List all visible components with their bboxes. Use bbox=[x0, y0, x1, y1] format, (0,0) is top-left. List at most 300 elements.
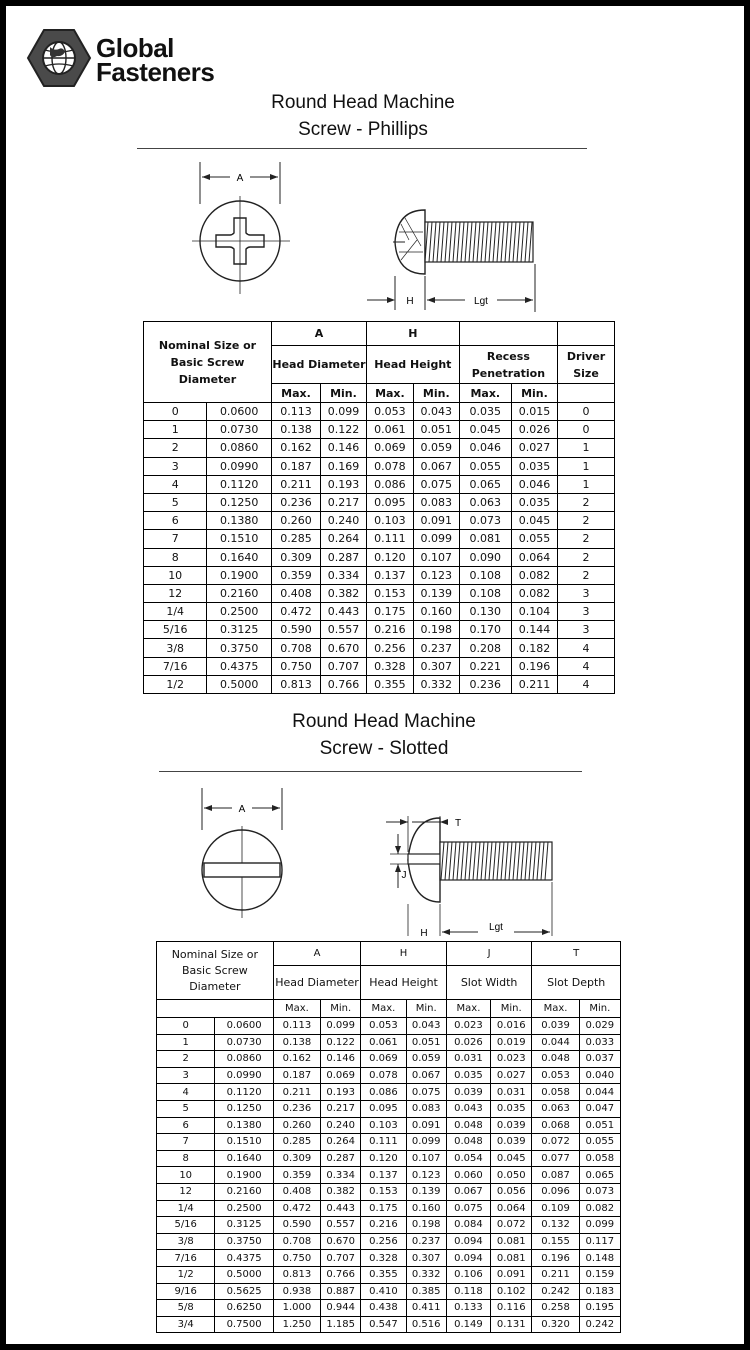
phillips-table-row bbox=[144, 603, 615, 621]
phillips-table-cell: 0.287 bbox=[320, 548, 366, 566]
phillips-table-cell: 0.108 bbox=[459, 566, 511, 584]
slotted-table-row bbox=[157, 1200, 621, 1217]
slotted-table-row bbox=[157, 1134, 621, 1151]
recess-penetration-header: Recess Penetration bbox=[459, 346, 557, 384]
slotted-table-cell: 0.237 bbox=[406, 1233, 446, 1250]
slotted-table-cell: 0.099 bbox=[406, 1134, 446, 1151]
slotted-table-cell: 0.750 bbox=[273, 1250, 320, 1267]
slotted-table-cell: 0.3750 bbox=[215, 1233, 273, 1250]
phillips-table-cell: 0.237 bbox=[413, 639, 459, 657]
slotted-table-cell: 0.590 bbox=[273, 1217, 320, 1234]
phillips-table-cell: 0.138 bbox=[271, 421, 320, 439]
slotted-table-cell: 0.055 bbox=[579, 1134, 620, 1151]
phillips-table-cell: 0.027 bbox=[511, 439, 557, 457]
slotted-table-cell: 0.051 bbox=[406, 1034, 446, 1051]
phillips-table-row bbox=[144, 584, 615, 602]
slotted-table-cell: 0.944 bbox=[321, 1300, 361, 1317]
slotted-table-cell: 0.195 bbox=[579, 1300, 620, 1317]
phillips-table-cell: 0.4375 bbox=[207, 657, 272, 675]
slotted-table-cell: 0.309 bbox=[273, 1150, 320, 1167]
slotted-table-cell: 5 bbox=[157, 1100, 215, 1117]
phillips-dimensions-table bbox=[143, 321, 615, 694]
slotted-table-cell: 0.408 bbox=[273, 1183, 320, 1200]
slotted-table-cell: 1.000 bbox=[273, 1300, 320, 1317]
phillips-table-cell: 0.026 bbox=[511, 421, 557, 439]
phillips-table-cell: 0.078 bbox=[366, 457, 413, 475]
phillips-table-cell: 4 bbox=[558, 639, 615, 657]
phillips-table-cell: 0.082 bbox=[511, 584, 557, 602]
phillips-table-cell: 0.332 bbox=[413, 675, 459, 693]
phillips-table-cell: 0.061 bbox=[366, 421, 413, 439]
slotted-dimensions-table bbox=[156, 941, 621, 1333]
phillips-table-row bbox=[144, 657, 615, 675]
phillips-table-cell: 0.139 bbox=[413, 584, 459, 602]
slotted-table-cell: 3/8 bbox=[157, 1233, 215, 1250]
slotted-table-cell: 0.0990 bbox=[215, 1067, 273, 1084]
slotted-head-diameter-min-header: Min. bbox=[321, 1000, 361, 1018]
slotted-table-cell: 0.029 bbox=[579, 1018, 620, 1035]
slotted-title-line1: Round Head Machine bbox=[292, 711, 476, 732]
slotted-table-cell: 12 bbox=[157, 1183, 215, 1200]
slotted-table-cell: 0.287 bbox=[321, 1150, 361, 1167]
slotted-table-cell: 0.6250 bbox=[215, 1300, 273, 1317]
head-diameter-min-header: Min. bbox=[320, 384, 366, 403]
slotted-table-cell: 0.091 bbox=[491, 1266, 532, 1283]
slotted-table-cell: 0.048 bbox=[446, 1117, 490, 1134]
slotted-table-cell: 0.043 bbox=[446, 1100, 490, 1117]
phillips-table-cell: 0.063 bbox=[459, 493, 511, 511]
slotted-table-cell: 0.1510 bbox=[215, 1134, 273, 1151]
slotted-table-cell: 0.359 bbox=[273, 1167, 320, 1184]
slotted-table-cell: 4 bbox=[157, 1084, 215, 1101]
phillips-table-cell: 0.120 bbox=[366, 548, 413, 566]
slotted-table-cell: 0.193 bbox=[321, 1084, 361, 1101]
slotted-table-cell: 0.938 bbox=[273, 1283, 320, 1300]
phillips-table-cell: 0.2500 bbox=[207, 603, 272, 621]
driver-blank-header bbox=[558, 322, 615, 346]
phillips-table-cell: 0.1900 bbox=[207, 566, 272, 584]
phillips-table-cell: 0.123 bbox=[413, 566, 459, 584]
slotted-table-row bbox=[157, 1067, 621, 1084]
phillips-table-cell: 0.015 bbox=[511, 403, 557, 421]
slotted-col-j-header: J bbox=[446, 942, 532, 966]
phillips-table-cell: 0.075 bbox=[413, 475, 459, 493]
phillips-table-cell: 3 bbox=[558, 621, 615, 639]
slotted-table-cell: 0.2500 bbox=[215, 1200, 273, 1217]
slotted-table-cell: 0.064 bbox=[491, 1200, 532, 1217]
slotted-table-cell: 0.040 bbox=[579, 1067, 620, 1084]
slotted-table-cell: 0.084 bbox=[446, 1217, 490, 1234]
phillips-table-cell: 0 bbox=[558, 403, 615, 421]
slotted-table-cell: 0 bbox=[157, 1018, 215, 1035]
phillips-table-cell: 3 bbox=[558, 584, 615, 602]
slotted-table-cell: 0.107 bbox=[406, 1150, 446, 1167]
slotted-table-cell: 0.050 bbox=[491, 1167, 532, 1184]
slotted-table-cell: 0.118 bbox=[446, 1283, 490, 1300]
slotted-table-cell: 0.708 bbox=[273, 1233, 320, 1250]
slotted-table-cell: 0.044 bbox=[532, 1034, 579, 1051]
slotted-table-cell: 0.258 bbox=[532, 1300, 579, 1317]
slotted-table-cell: 0.5625 bbox=[215, 1283, 273, 1300]
slotted-table-cell: 0.0860 bbox=[215, 1051, 273, 1068]
phillips-table-cell: 0.067 bbox=[413, 457, 459, 475]
phillips-table-cell: 1 bbox=[144, 421, 207, 439]
phillips-table-cell: 0.5000 bbox=[207, 675, 272, 693]
slotted-table-row bbox=[157, 1167, 621, 1184]
phillips-table-cell: 2 bbox=[558, 493, 615, 511]
slotted-table-cell: 3/4 bbox=[157, 1316, 215, 1333]
phillips-table-cell: 0.236 bbox=[459, 675, 511, 693]
phillips-table-cell: 2 bbox=[558, 548, 615, 566]
slotted-slot-depth-header: Slot Depth bbox=[532, 966, 621, 1000]
slotted-table-cell: 0.438 bbox=[361, 1300, 406, 1317]
phillips-table-cell: 0.099 bbox=[320, 403, 366, 421]
phillips-table-cell: 0.082 bbox=[511, 566, 557, 584]
slotted-title-rule bbox=[159, 771, 582, 772]
slotted-table-row bbox=[157, 1217, 621, 1234]
slotted-table-cell: 1/2 bbox=[157, 1266, 215, 1283]
phillips-title-rule bbox=[137, 148, 587, 149]
phillips-table-cell: 3 bbox=[144, 457, 207, 475]
slotted-slot-width-max-header: Max. bbox=[446, 1000, 490, 1018]
slotted-table-cell: 0.044 bbox=[579, 1084, 620, 1101]
phillips-table-cell: 2 bbox=[558, 530, 615, 548]
head-height-max-header: Max. bbox=[366, 384, 413, 403]
slotted-table-cell: 0.048 bbox=[532, 1051, 579, 1068]
slotted-table-cell: 0.137 bbox=[361, 1167, 406, 1184]
slotted-side-dim-j-label: J bbox=[401, 870, 407, 881]
globe-logo-icon bbox=[26, 28, 92, 88]
slotted-table-cell: 0.2160 bbox=[215, 1183, 273, 1200]
slotted-head-height-header: Head Height bbox=[361, 966, 447, 1000]
driver-subheader-blank bbox=[558, 384, 615, 403]
slotted-table-cell: 0.037 bbox=[579, 1051, 620, 1068]
slotted-table-cell: 0.087 bbox=[532, 1167, 579, 1184]
phillips-table-cell: 0.0600 bbox=[207, 403, 272, 421]
slotted-table-cell: 0.175 bbox=[361, 1200, 406, 1217]
phillips-table-cell: 0.328 bbox=[366, 657, 413, 675]
phillips-table-cell: 5 bbox=[144, 493, 207, 511]
phillips-table-cell: 0.236 bbox=[271, 493, 320, 511]
slotted-table-cell: 3 bbox=[157, 1067, 215, 1084]
head-height-header: Head Height bbox=[366, 346, 459, 384]
slotted-table-cell: 0.122 bbox=[321, 1034, 361, 1051]
phillips-table-row bbox=[144, 493, 615, 511]
slotted-table-cell: 0.138 bbox=[273, 1034, 320, 1051]
phillips-table-cell: 10 bbox=[144, 566, 207, 584]
slotted-table-cell: 0.053 bbox=[361, 1018, 406, 1035]
slotted-table-cell: 0.099 bbox=[579, 1217, 620, 1234]
slotted-table-row bbox=[157, 1300, 621, 1317]
phillips-table-cell: 0.055 bbox=[459, 457, 511, 475]
phillips-table-cell: 0.064 bbox=[511, 548, 557, 566]
slotted-table-cell: 0.060 bbox=[446, 1167, 490, 1184]
phillips-table-cell: 0.175 bbox=[366, 603, 413, 621]
phillips-table-cell: 0.182 bbox=[511, 639, 557, 657]
driver-size-header: Driver Size bbox=[558, 346, 615, 384]
phillips-table-cell: 0.099 bbox=[413, 530, 459, 548]
slotted-table-cell: 0.5000 bbox=[215, 1266, 273, 1283]
slotted-table-cell: 0.061 bbox=[361, 1034, 406, 1051]
slotted-table-cell: 0.285 bbox=[273, 1134, 320, 1151]
slotted-table-cell: 0.120 bbox=[361, 1150, 406, 1167]
phillips-table-cell: 0.766 bbox=[320, 675, 366, 693]
phillips-table-cell: 2 bbox=[144, 439, 207, 457]
phillips-table-cell: 0.035 bbox=[511, 457, 557, 475]
slotted-table-cell: 0.4375 bbox=[215, 1250, 273, 1267]
phillips-table-cell: 0.307 bbox=[413, 657, 459, 675]
slotted-table-cell: 0.059 bbox=[406, 1051, 446, 1068]
phillips-table-body bbox=[144, 403, 615, 694]
slotted-table-cell: 0.187 bbox=[273, 1067, 320, 1084]
slotted-table-cell: 0.242 bbox=[579, 1316, 620, 1333]
slotted-table-cell: 0.048 bbox=[446, 1134, 490, 1151]
slotted-table-cell: 0.106 bbox=[446, 1266, 490, 1283]
phillips-table-cell: 0.217 bbox=[320, 493, 366, 511]
slotted-table-cell: 5/16 bbox=[157, 1217, 215, 1234]
phillips-table-row bbox=[144, 439, 615, 457]
slotted-table-cell: 0.132 bbox=[532, 1217, 579, 1234]
slotted-slot-depth-max-header: Max. bbox=[532, 1000, 579, 1018]
head-height-min-header: Min. bbox=[413, 384, 459, 403]
slotted-table-cell: 0.056 bbox=[491, 1183, 532, 1200]
slotted-table-cell: 0.083 bbox=[406, 1100, 446, 1117]
slotted-table-cell: 0.063 bbox=[532, 1100, 579, 1117]
phillips-table-cell: 0.221 bbox=[459, 657, 511, 675]
slotted-table-cell: 0.1120 bbox=[215, 1084, 273, 1101]
slotted-table-cell: 9/16 bbox=[157, 1283, 215, 1300]
phillips-table-cell: 0.146 bbox=[320, 439, 366, 457]
slotted-slot-depth-min-header: Min. bbox=[579, 1000, 620, 1018]
phillips-table-cell: 0.211 bbox=[511, 675, 557, 693]
slotted-table-cell: 0.031 bbox=[491, 1084, 532, 1101]
slotted-table-cell: 5/8 bbox=[157, 1300, 215, 1317]
slotted-table-cell: 0.196 bbox=[532, 1250, 579, 1267]
phillips-table-cell: 0 bbox=[558, 421, 615, 439]
slotted-table-cell: 0.058 bbox=[532, 1084, 579, 1101]
slotted-screw-side-view-diagram bbox=[378, 812, 558, 940]
slotted-table-cell: 0.081 bbox=[491, 1250, 532, 1267]
slotted-table-cell: 0.109 bbox=[532, 1200, 579, 1217]
slotted-table-cell: 0.067 bbox=[406, 1067, 446, 1084]
slotted-table-cell: 0.113 bbox=[273, 1018, 320, 1035]
phillips-table-cell: 0.334 bbox=[320, 566, 366, 584]
phillips-table-row bbox=[144, 566, 615, 584]
phillips-table-cell: 7 bbox=[144, 530, 207, 548]
slotted-table-cell: 0.149 bbox=[446, 1316, 490, 1333]
phillips-table-cell: 0.256 bbox=[366, 639, 413, 657]
phillips-top-dim-a-label: A bbox=[236, 173, 244, 184]
phillips-table-cell: 0.443 bbox=[320, 603, 366, 621]
slotted-table-cell: 0.068 bbox=[532, 1117, 579, 1134]
slotted-table-cell: 0.670 bbox=[321, 1233, 361, 1250]
phillips-table-cell: 0.708 bbox=[271, 639, 320, 657]
slotted-table-cell: 7 bbox=[157, 1134, 215, 1151]
slotted-table-cell: 0.117 bbox=[579, 1233, 620, 1250]
slotted-table-row bbox=[157, 1051, 621, 1068]
phillips-table-cell: 0.046 bbox=[511, 475, 557, 493]
slotted-table-cell: 0.039 bbox=[446, 1084, 490, 1101]
phillips-table-cell: 0.104 bbox=[511, 603, 557, 621]
phillips-table-cell: 0.108 bbox=[459, 584, 511, 602]
slotted-table-cell: 1.250 bbox=[273, 1316, 320, 1333]
slotted-side-dim-h-label: H bbox=[420, 928, 428, 939]
phillips-table-row bbox=[144, 421, 615, 439]
phillips-table-cell: 0.707 bbox=[320, 657, 366, 675]
slotted-subheader-blank bbox=[157, 1000, 274, 1018]
phillips-table-cell: 0.240 bbox=[320, 512, 366, 530]
phillips-title-line2: Screw - Phillips bbox=[298, 119, 428, 140]
head-diameter-max-header: Max. bbox=[271, 384, 320, 403]
phillips-table-cell: 1 bbox=[558, 475, 615, 493]
slotted-nominal-size-header: Nominal Size or Basic Screw Diameter bbox=[157, 942, 274, 1000]
phillips-table-cell: 0.264 bbox=[320, 530, 366, 548]
slotted-table-cell: 0.039 bbox=[491, 1134, 532, 1151]
phillips-table-cell: 2 bbox=[558, 512, 615, 530]
slotted-table-cell: 0.081 bbox=[491, 1233, 532, 1250]
slotted-table-cell: 0.160 bbox=[406, 1200, 446, 1217]
slotted-table-cell: 0.039 bbox=[491, 1117, 532, 1134]
slotted-table-cell: 10 bbox=[157, 1167, 215, 1184]
slotted-table-cell: 0.183 bbox=[579, 1283, 620, 1300]
slotted-table-cell: 1/4 bbox=[157, 1200, 215, 1217]
recess-min-header: Min. bbox=[511, 384, 557, 403]
slotted-table-cell: 0.073 bbox=[579, 1183, 620, 1200]
slotted-table-cell: 0.146 bbox=[321, 1051, 361, 1068]
phillips-table-cell: 0.144 bbox=[511, 621, 557, 639]
slotted-title-line2: Screw - Slotted bbox=[319, 738, 449, 759]
phillips-table-cell: 0.750 bbox=[271, 657, 320, 675]
slotted-table-cell: 0.086 bbox=[361, 1084, 406, 1101]
slotted-table-cell: 0.031 bbox=[446, 1051, 490, 1068]
slotted-table-cell: 0.7500 bbox=[215, 1316, 273, 1333]
slotted-table-cell: 0.058 bbox=[579, 1150, 620, 1167]
phillips-table-cell: 12 bbox=[144, 584, 207, 602]
phillips-table-cell: 0.051 bbox=[413, 421, 459, 439]
phillips-table-cell: 0.162 bbox=[271, 439, 320, 457]
slotted-table-cell: 0.813 bbox=[273, 1266, 320, 1283]
slotted-table-cell: 0.3125 bbox=[215, 1217, 273, 1234]
col-a-header: A bbox=[271, 322, 366, 346]
phillips-table-row bbox=[144, 403, 615, 421]
slotted-table-cell: 0.211 bbox=[532, 1266, 579, 1283]
phillips-table-cell: 0 bbox=[144, 403, 207, 421]
slotted-table-cell: 0.0600 bbox=[215, 1018, 273, 1035]
slotted-table-cell: 0.162 bbox=[273, 1051, 320, 1068]
phillips-table-cell: 0.045 bbox=[511, 512, 557, 530]
phillips-table-cell: 1 bbox=[558, 439, 615, 457]
phillips-table-cell: 8 bbox=[144, 548, 207, 566]
phillips-table-cell: 7/16 bbox=[144, 657, 207, 675]
slotted-table-cell: 0.198 bbox=[406, 1217, 446, 1234]
slotted-table-cell: 0.1250 bbox=[215, 1100, 273, 1117]
phillips-table-cell: 0.285 bbox=[271, 530, 320, 548]
slotted-table-cell: 0.091 bbox=[406, 1117, 446, 1134]
slotted-table-cell: 0.043 bbox=[406, 1018, 446, 1035]
phillips-table-cell: 0.153 bbox=[366, 584, 413, 602]
slotted-table-row bbox=[157, 1250, 621, 1267]
phillips-table-cell: 0.053 bbox=[366, 403, 413, 421]
phillips-table-cell: 0.1380 bbox=[207, 512, 272, 530]
phillips-table-cell: 0.035 bbox=[511, 493, 557, 511]
phillips-table-cell: 0.091 bbox=[413, 512, 459, 530]
slotted-table-cell: 0.069 bbox=[321, 1067, 361, 1084]
phillips-table-cell: 0.2160 bbox=[207, 584, 272, 602]
slotted-table-cell: 0.045 bbox=[491, 1150, 532, 1167]
recess-max-header: Max. bbox=[459, 384, 511, 403]
phillips-table-cell: 0.408 bbox=[271, 584, 320, 602]
slotted-table-cell: 0.123 bbox=[406, 1167, 446, 1184]
col-h-header: H bbox=[366, 322, 459, 346]
slotted-table-cell: 1.185 bbox=[321, 1316, 361, 1333]
slotted-head-height-max-header: Max. bbox=[361, 1000, 406, 1018]
slotted-table-row bbox=[157, 1283, 621, 1300]
slotted-head-diameter-header: Head Diameter bbox=[273, 966, 361, 1000]
slotted-table-cell: 0.148 bbox=[579, 1250, 620, 1267]
slotted-table-cell: 0.260 bbox=[273, 1117, 320, 1134]
slotted-slot-width-min-header: Min. bbox=[491, 1000, 532, 1018]
phillips-table-cell: 0.046 bbox=[459, 439, 511, 457]
phillips-table-cell: 3 bbox=[558, 603, 615, 621]
phillips-table-cell: 4 bbox=[558, 657, 615, 675]
slotted-table-cell: 0.026 bbox=[446, 1034, 490, 1051]
phillips-table-cell: 0.095 bbox=[366, 493, 413, 511]
slotted-head-diameter-max-header: Max. bbox=[273, 1000, 320, 1018]
slotted-table-cell: 0.1640 bbox=[215, 1150, 273, 1167]
phillips-table-cell: 0.260 bbox=[271, 512, 320, 530]
phillips-table-cell: 0.0730 bbox=[207, 421, 272, 439]
phillips-table-cell: 0.069 bbox=[366, 439, 413, 457]
slotted-table-row bbox=[157, 1150, 621, 1167]
slotted-table-row bbox=[157, 1084, 621, 1101]
phillips-table-cell: 0.670 bbox=[320, 639, 366, 657]
phillips-table-cell: 0.081 bbox=[459, 530, 511, 548]
slotted-table-cell: 0.035 bbox=[446, 1067, 490, 1084]
phillips-table-cell: 0.309 bbox=[271, 548, 320, 566]
phillips-table-cell: 0.055 bbox=[511, 530, 557, 548]
slotted-table-cell: 0.019 bbox=[491, 1034, 532, 1051]
phillips-table-cell: 0.557 bbox=[320, 621, 366, 639]
phillips-table-cell: 0.113 bbox=[271, 403, 320, 421]
slotted-table-cell: 0.131 bbox=[491, 1316, 532, 1333]
brand-name-line2: Fasteners bbox=[96, 57, 215, 87]
phillips-table-cell: 0.090 bbox=[459, 548, 511, 566]
slotted-table-cell: 0.116 bbox=[491, 1300, 532, 1317]
slotted-table-cell: 0.547 bbox=[361, 1316, 406, 1333]
phillips-table-row bbox=[144, 548, 615, 566]
phillips-table-cell: 0.107 bbox=[413, 548, 459, 566]
head-diameter-header: Head Diameter bbox=[271, 346, 366, 384]
slotted-table-cell: 0.1900 bbox=[215, 1167, 273, 1184]
phillips-table-cell: 0.187 bbox=[271, 457, 320, 475]
phillips-table-cell: 0.111 bbox=[366, 530, 413, 548]
phillips-table-row bbox=[144, 530, 615, 548]
slotted-table-cell: 0.211 bbox=[273, 1084, 320, 1101]
slotted-table-cell: 0.766 bbox=[321, 1266, 361, 1283]
slotted-table-cell: 0.320 bbox=[532, 1316, 579, 1333]
phillips-table-cell: 1/4 bbox=[144, 603, 207, 621]
phillips-table-cell: 0.211 bbox=[271, 475, 320, 493]
slotted-col-t-header: T bbox=[532, 942, 621, 966]
slotted-table-cell: 0.159 bbox=[579, 1266, 620, 1283]
phillips-table-cell: 0.103 bbox=[366, 512, 413, 530]
slotted-table-cell: 0.355 bbox=[361, 1266, 406, 1283]
slotted-table-cell: 0.082 bbox=[579, 1200, 620, 1217]
phillips-table-cell: 0.216 bbox=[366, 621, 413, 639]
slotted-table-cell: 0.139 bbox=[406, 1183, 446, 1200]
slotted-side-dim-t-label: T bbox=[454, 818, 462, 829]
slotted-table-cell: 6 bbox=[157, 1117, 215, 1134]
